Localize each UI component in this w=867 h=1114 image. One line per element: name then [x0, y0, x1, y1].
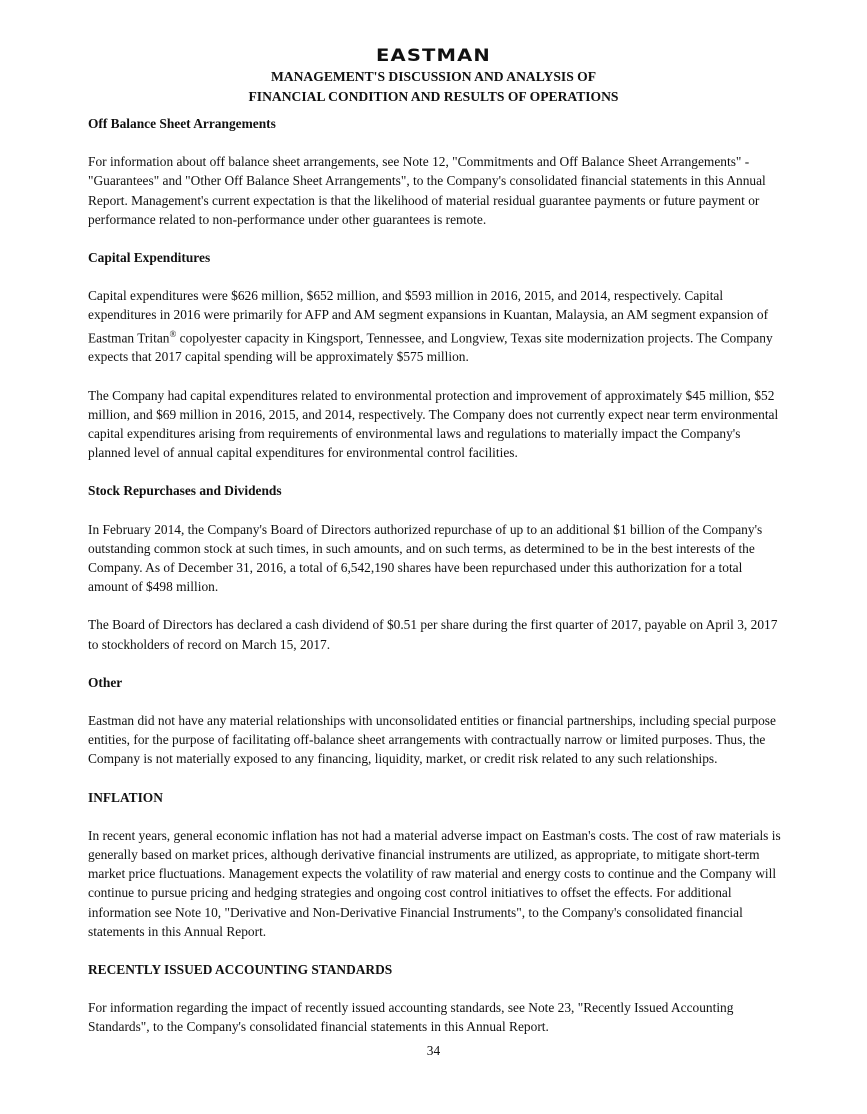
section-heading-capex: Capital Expenditures [88, 250, 211, 266]
section-heading-off-balance: Off Balance Sheet Arrangements [88, 116, 276, 131]
paragraph-stock-2: The Board of Directors has declared a cash dividend of $0.51 per share during the first quarter of 2017, payable on April 3, 2017 to stockholders of record on March 15, 2017. [88, 617, 778, 652]
capex-text-a: Capital expenditures were $626 million, $652 million, and $593 million in 2016, 2015, and 2014, respectively. Capital expenditures in 2016 were primarily for AFP and AM segment expansions in Kuantan, Malaysia, an AM segment expansion of Eastman Tritan [88, 288, 769, 346]
paragraph-other: Eastman did not have any material relationships with unconsolidated entities or financial partnerships, including special purpose entities, for the purpose of facilitating off-balance sheet arrangements with contractually narrow or limited purposes. Thus, the Company is not materially exposed to any financing, liquidity, market, or credit risk related to any such relationships. [88, 712, 776, 767]
section-heading-stock: Stock Repurchases and Dividends [88, 483, 282, 499]
paragraph-capex-2: The Company had capital expenditures related to environmental protection and improvement of approximately $45 million, $52 million, and $69 million in 2016, 2015, and 2014, respectively. The Company does not currently expect near term environmental capital expenditures arising from requirements of environmental laws and regulations to materially impact the Company's planned level of annual capital expenditures for environmental control facilities. [88, 387, 779, 461]
report-title-line-2: FINANCIAL CONDITION AND RESULTS OF OPERATIONS [248, 89, 619, 104]
eastman-logo: EASTMAN [376, 46, 491, 66]
report-title-line-1: MANAGEMENT'S DISCUSSION AND ANALYSIS OF [270, 69, 597, 84]
page-number: 34 [426, 1043, 441, 1058]
document-body [88, 114, 781, 1037]
paragraph-inflation: In recent years, general economic inflation has not had a material adverse impact on Eastman's costs. The cost of raw materials is generally based on market prices, although derivative financial instruments are utilized, as appropriate, to mitigate short-term market price fluctuations. Management expects the volatility of raw material and energy costs to continue and the Company will continue to pursue pricing and hedging strategies and ongoing cost control initiatives to offset the effects. For additional information see Note 10, "Derivative and Non-Derivative Financial Instruments", to the Company's consolidated financial statements in this Annual Report. [88, 827, 781, 939]
section-heading-standards: RECENTLY ISSUED ACCOUNTING STANDARDS [88, 961, 393, 977]
section-heading-inflation: INFLATION [88, 789, 163, 805]
paragraph-stock-1: In February 2014, the Company's Board of Directors authorized repurchase of up to an additional $1 billion of the Company's outstanding common stock at such times, in such amounts, and on such terms, as determined to be in the best interests of the Company. As of December 31, 2016, a total of 6,542,190 shares have been repurchased under this authorization for a total amount of $498 million. [88, 521, 763, 595]
paragraph-standards: For information regarding the impact of recently issued accounting standards, see Note 23, "Recently Issued Accounting Standards", to the Company's consolidated financial statements in this Annual Report. [88, 1000, 734, 1035]
paragraph-capex-1 [88, 286, 781, 366]
registered-mark: ® [169, 328, 177, 339]
capex-text-b: copolyester capacity in Kingsport, Tennessee, and Longview, Texas site modernization projects. The Company expects that 2017 capital spending will be approximately $575 million. [88, 330, 773, 365]
paragraph-off-balance: For information about off balance sheet arrangements, see Note 12, "Commitments and Off Balance Sheet Arrangements" - "Guarantees" and "Other Off Balance Sheet Arrangements", to the Company's consolidated financial statements in this Annual Report. Management's current expectation is that the likelihood of material residual guarantee payments or future payment or performance related to non-performance under other guarantees is remote. [88, 154, 766, 227]
section-heading-other: Other [88, 674, 123, 690]
